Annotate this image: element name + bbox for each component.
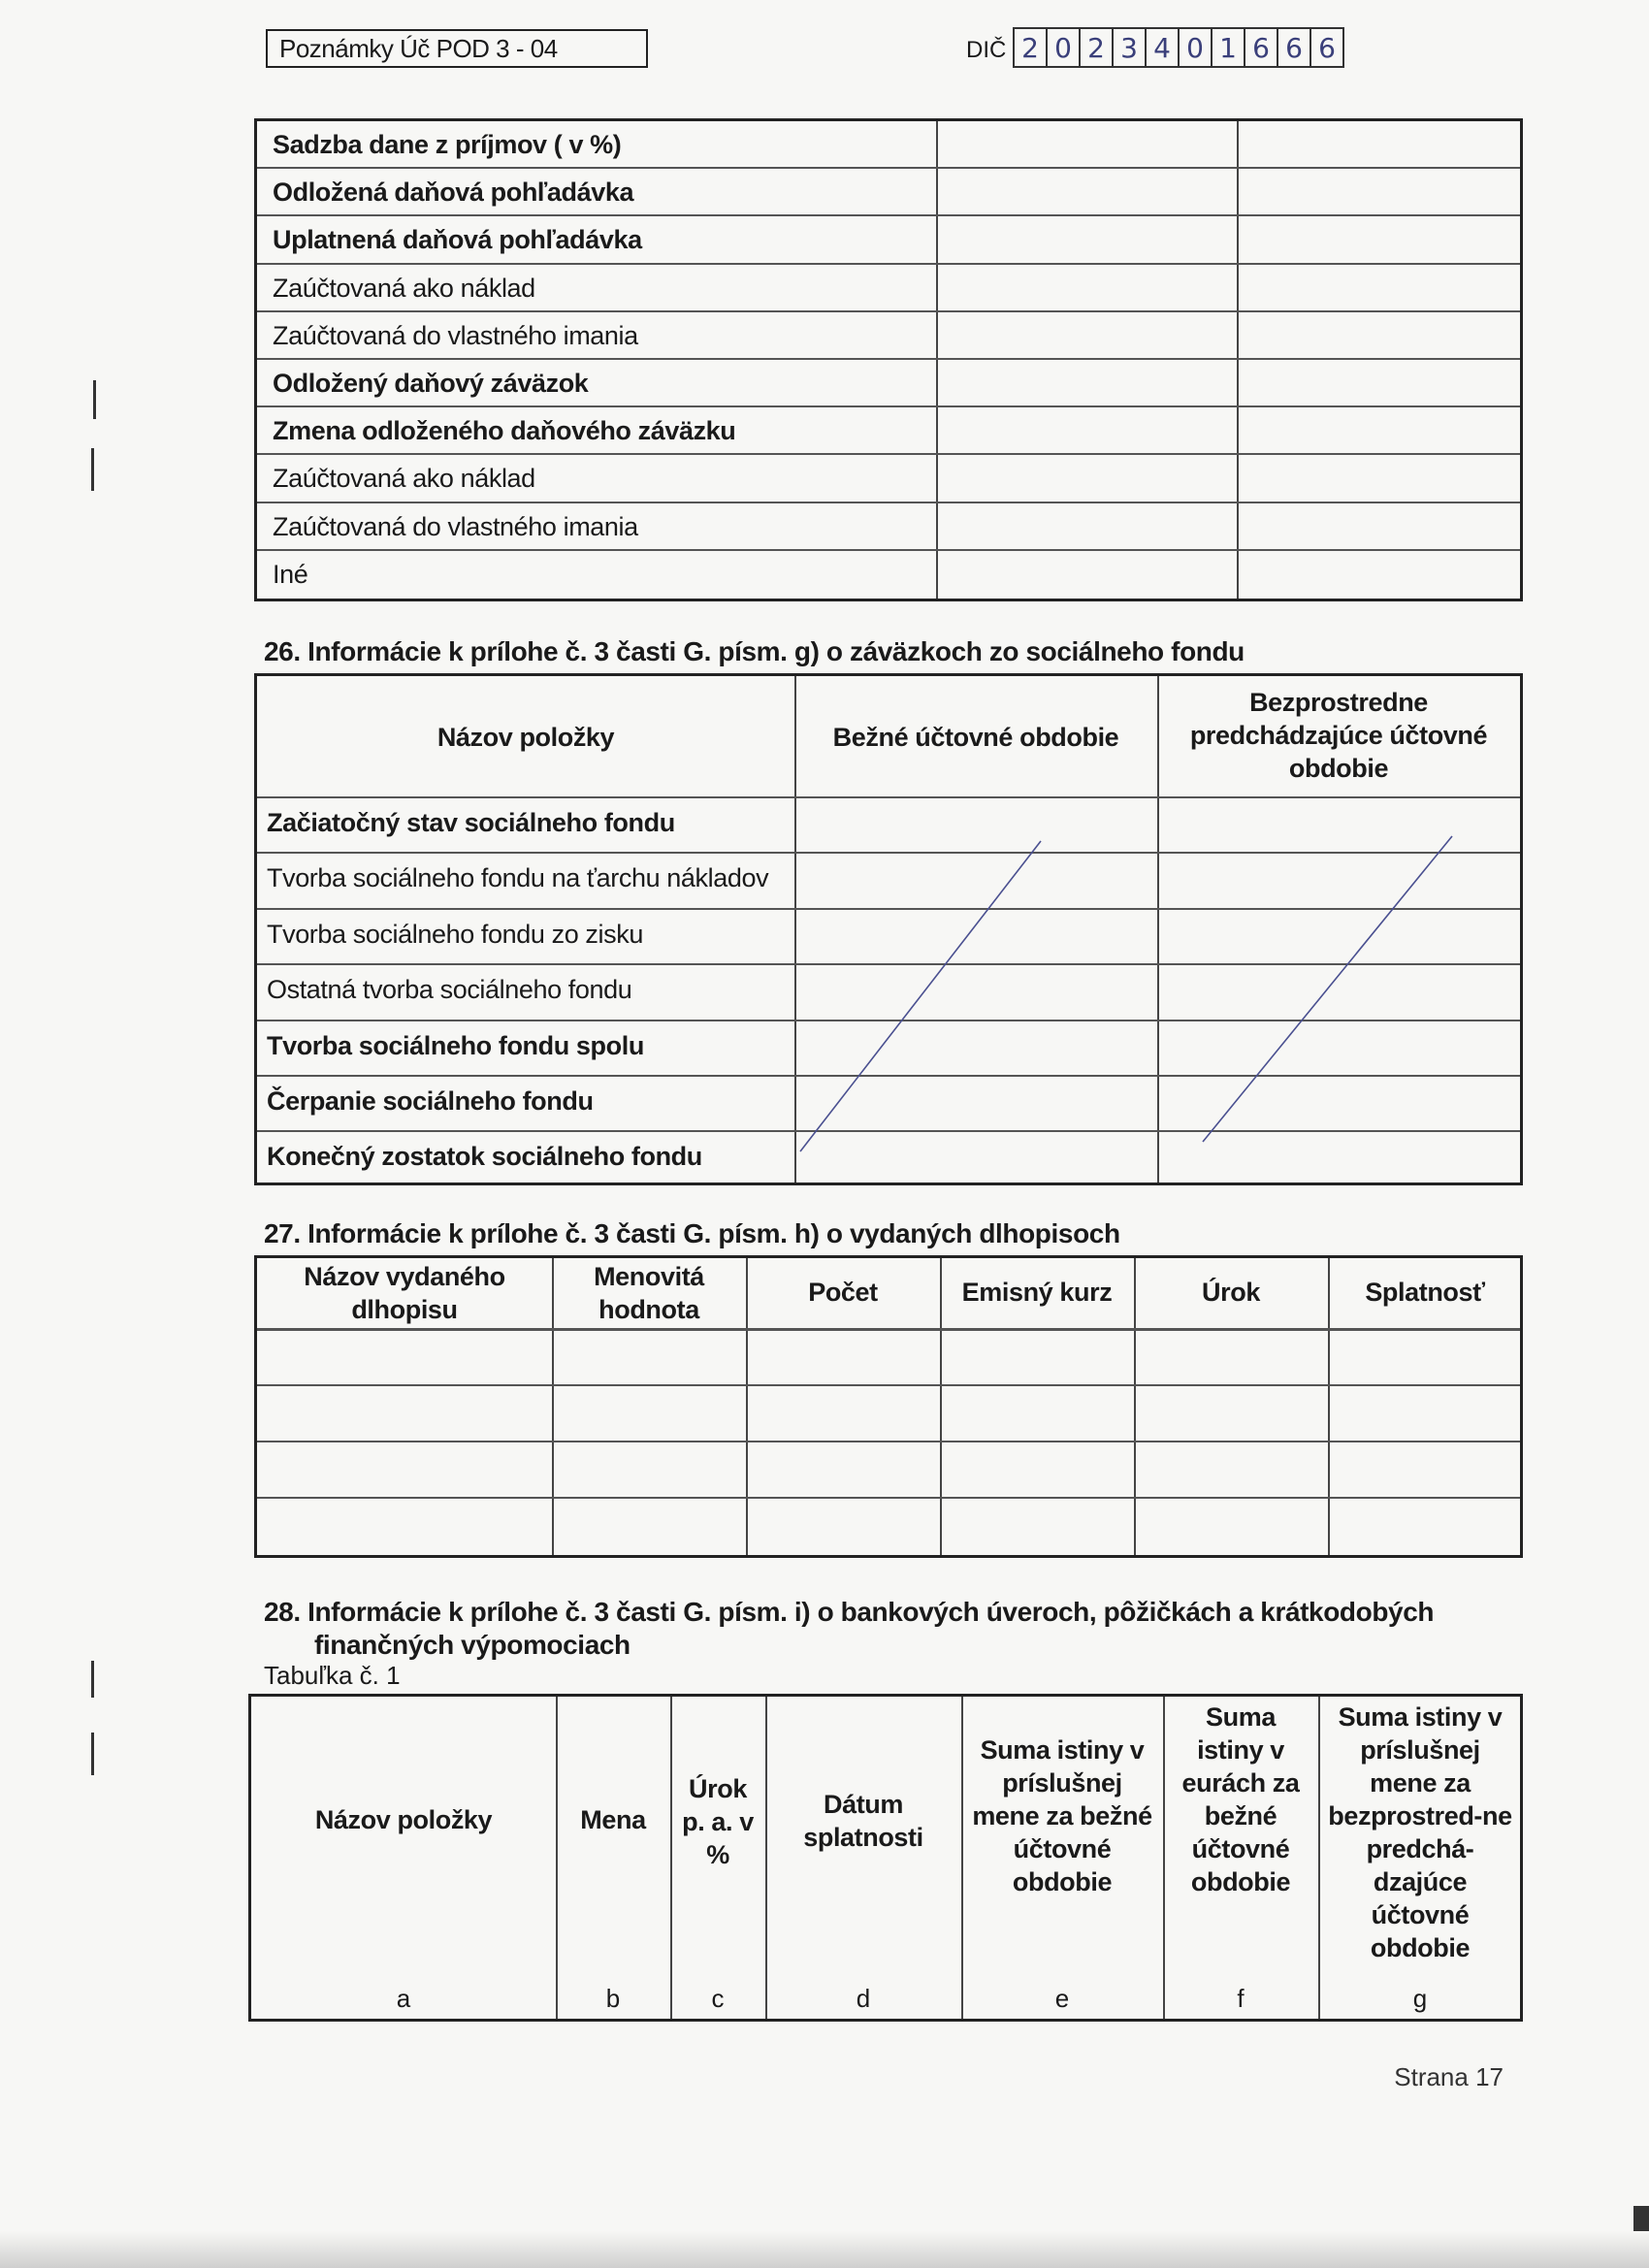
row-divider bbox=[257, 963, 1520, 965]
loan-col-letter: e bbox=[1054, 1984, 1070, 2013]
column-divider bbox=[1163, 1697, 1165, 2019]
dic-digit: 0 bbox=[1046, 27, 1081, 68]
column-divider bbox=[1157, 676, 1159, 1183]
strike-line-previous bbox=[1203, 836, 1452, 1142]
column-divider bbox=[552, 1258, 554, 1555]
tax-table-row bbox=[257, 551, 1520, 599]
loan-col-letter: f bbox=[1237, 1984, 1245, 2013]
loan-col-header: Suma istiny v príslušnej mene za bežné účtovné obdobie bbox=[972, 1735, 1152, 1896]
loan-col-letter: b bbox=[605, 1984, 621, 2013]
loan-col-header: Mena bbox=[580, 1805, 646, 1834]
col-header-issue-price: Emisný kurz bbox=[961, 1278, 1113, 1307]
col-header-name: Názov položky bbox=[436, 723, 615, 752]
dic-label: DIČ bbox=[966, 37, 1007, 63]
tax-table-row bbox=[257, 503, 1520, 551]
scan-artifact bbox=[91, 448, 94, 491]
column-divider bbox=[556, 1697, 558, 2019]
tax-row-label: Uplatnená daňová pohľadávka bbox=[273, 225, 642, 255]
bonds-table bbox=[254, 1255, 1523, 1558]
tax-row-label: Zaúčtovaná ako náklad bbox=[273, 273, 535, 303]
col-header-interest: Úrok bbox=[1202, 1278, 1260, 1307]
dic-digit: 2 bbox=[1013, 27, 1048, 68]
tax-table-row bbox=[257, 455, 1520, 502]
strike-line-current bbox=[800, 841, 1041, 1151]
social-fund-row-label: Začiatočný stav sociálneho fondu bbox=[267, 808, 675, 837]
col-header-current: Bežné účtovné obdobie bbox=[832, 723, 1119, 752]
loan-col-letter: c bbox=[711, 1984, 725, 2013]
tax-row-label: Zaúčtovaná do vlastného imania bbox=[273, 320, 638, 350]
dic-digit: 6 bbox=[1277, 27, 1311, 68]
column-divider bbox=[1318, 1697, 1320, 2019]
loan-col-letter: g bbox=[1412, 1984, 1428, 2013]
col-header-maturity: Splatnosť bbox=[1365, 1278, 1485, 1307]
col-header-bond-name: Názov vydaného dlhopisu bbox=[304, 1262, 505, 1324]
loan-col-header: Suma istiny v príslušnej mene za bezprostred-ne predchá-dzajúce účtovné obdobie bbox=[1328, 1702, 1512, 1962]
dic-digit: 3 bbox=[1112, 27, 1147, 68]
section-28-title: 28. Informácie k prílohe č. 3 časti G. písm. i) o bankových úveroch, pôžičkách a krátkodobých bbox=[264, 1597, 1435, 1627]
loan-col-header: Dátum splatnosti bbox=[803, 1790, 923, 1852]
dic-digit: 6 bbox=[1310, 27, 1344, 68]
tax-table-row bbox=[257, 360, 1520, 407]
social-fund-row-label: Konečný zostatok sociálneho fondu bbox=[267, 1142, 702, 1172]
tax-row-label: Zaúčtovaná do vlastného imania bbox=[273, 511, 638, 541]
row-divider bbox=[257, 1020, 1520, 1021]
col-header-previous: Bezprostredne predchádzajúce účtovné obdobie bbox=[1189, 688, 1488, 783]
row-divider bbox=[257, 1497, 1520, 1499]
tax-row-label: Odložená daňová pohľadávka bbox=[273, 178, 634, 208]
tax-row-label: Sadzba dane z príjmov ( v %) bbox=[273, 130, 622, 159]
tax-table-row bbox=[257, 265, 1520, 312]
loan-col-header: Suma istiny v eurách za bežné účtovné obdobie bbox=[1181, 1702, 1300, 1896]
column-divider bbox=[961, 1697, 963, 2019]
section-27-title: 27. Informácie k prílohe č. 3 časti G. písm. h) o vydaných dlhopisoch bbox=[264, 1218, 1120, 1248]
header-divider bbox=[257, 1328, 1520, 1331]
row-divider bbox=[257, 1384, 1520, 1386]
social-fund-row-label: Ostatná tvorba sociálneho fondu bbox=[267, 975, 632, 1005]
table-label: Tabuľka č. 1 bbox=[264, 1661, 401, 1690]
row-divider bbox=[257, 1075, 1520, 1077]
dic-digit-boxes bbox=[1015, 27, 1344, 68]
scan-artifact bbox=[91, 1661, 94, 1698]
section-26-title: 26. Informácie k prílohe č. 3 časti G. písm. g) o záväzkoch zo sociálneho fondu bbox=[264, 636, 1245, 666]
dic-digit: 4 bbox=[1145, 27, 1180, 68]
page-number: Strana 17 bbox=[1394, 2062, 1504, 2091]
loan-col-header: Úrok p. a. v % bbox=[682, 1774, 754, 1869]
header-divider bbox=[257, 796, 1520, 798]
form-label: Poznámky Úč POD 3 - 04 bbox=[266, 29, 648, 68]
row-divider bbox=[257, 908, 1520, 910]
dic-digit: 6 bbox=[1244, 27, 1278, 68]
column-divider bbox=[765, 1697, 767, 2019]
social-fund-row-label: Tvorba sociálneho fondu spolu bbox=[267, 1030, 644, 1060]
tax-row-label: Zmena odloženého daňového záväzku bbox=[273, 416, 736, 446]
section-28-title-cont: finančných výpomociach bbox=[314, 1630, 630, 1660]
social-fund-row-label: Tvorba sociálneho fondu zo zisku bbox=[267, 919, 643, 949]
tax-row-label: Iné bbox=[273, 559, 308, 589]
social-fund-table bbox=[254, 673, 1523, 1185]
tax-table-row bbox=[257, 407, 1520, 455]
tax-table-row bbox=[257, 121, 1520, 169]
col-header-count: Počet bbox=[808, 1278, 878, 1307]
tax-table-row bbox=[257, 169, 1520, 216]
social-fund-row-label: Tvorba sociálneho fondu na ťarchu nákladov bbox=[267, 863, 769, 893]
bank-loans-table bbox=[248, 1694, 1523, 2022]
scan-artifact bbox=[93, 380, 96, 419]
row-divider bbox=[257, 1130, 1520, 1132]
tax-table-row bbox=[257, 312, 1520, 360]
social-fund-row-label: Čerpanie sociálneho fondu bbox=[267, 1086, 594, 1116]
dic-digit: 1 bbox=[1211, 27, 1245, 68]
column-divider bbox=[670, 1697, 672, 2019]
row-divider bbox=[257, 1441, 1520, 1442]
loan-col-letter: a bbox=[396, 1984, 411, 2013]
tax-table-row bbox=[257, 216, 1520, 264]
loan-col-letter: d bbox=[856, 1984, 871, 2013]
loan-col-header: Názov položky bbox=[314, 1805, 493, 1834]
scan-bottom-shadow bbox=[0, 2231, 1649, 2268]
deferred-tax-table bbox=[254, 118, 1523, 601]
scan-artifact bbox=[91, 1733, 94, 1775]
tax-row-label: Zaúčtovaná ako náklad bbox=[273, 464, 535, 494]
col-header-nominal-value: Menovitá hodnota bbox=[594, 1262, 704, 1324]
dic-digit: 2 bbox=[1079, 27, 1114, 68]
tax-row-label: Odložený daňový záväzok bbox=[273, 369, 589, 398]
dic-digit: 0 bbox=[1178, 27, 1212, 68]
row-divider bbox=[257, 852, 1520, 854]
